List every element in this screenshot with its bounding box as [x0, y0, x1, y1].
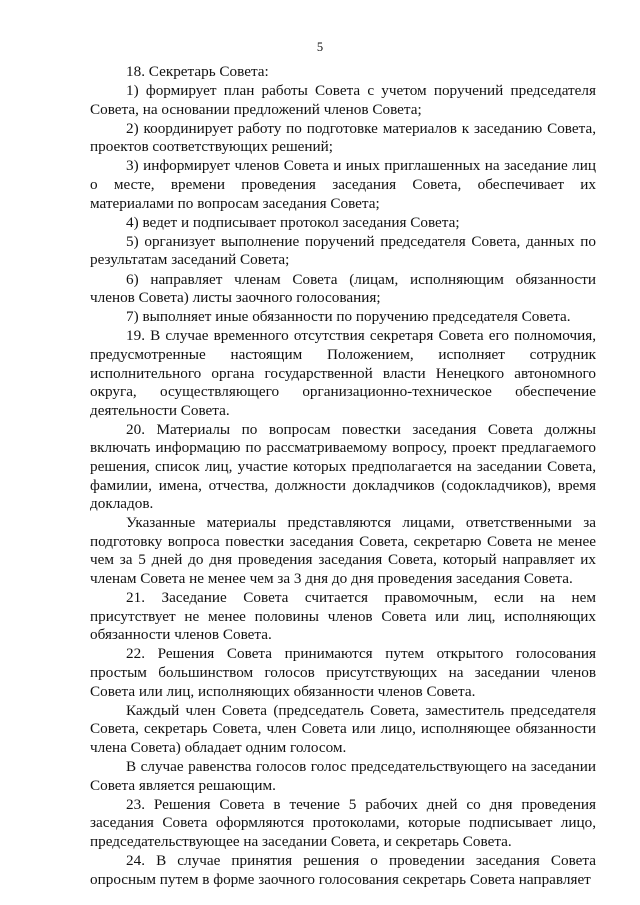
paragraph-18-item-4: 4) ведет и подписывает протокол заседания Совета; [126, 213, 460, 231]
paragraph-22-votes: Каждый член Совета (председатель Совета, заместитель председателя Совета, секретарь Совета, член Совета или лицо, исполняющее обязанности члена Совета) обладает одним голосом. [90, 701, 596, 756]
paragraph-18-item-5: 5) организует выполнение поручений председателя Совета, данных по результатам заседаний Совета; [90, 232, 596, 269]
paragraph-23: 23. Решения Совета в течение 5 рабочих дней со дня проведения заседания Совета оформляются протоколами, которые подписывает лицо, председательствующее на заседании Совета, и секретарь Совета. [90, 795, 596, 850]
paragraph-24: 24. В случае принятия решения о проведении заседания Совета опросным путем в форме заочного голосования секретарь Совета направляет [90, 851, 596, 888]
paragraph-18-item-1: 1) формирует план работы Совета с учетом поручений председателя Совета, на основании предложений членов Совета; [90, 82, 596, 118]
paragraph-21: 21. Заседание Совета считается правомочным, если на нем присутствует не менее половины членов Совета или лиц, исполняющих обязанности членов Совета. [90, 589, 596, 644]
paragraph-22: 22. Решения Совета принимаются путем открытого голосования простым большинством голосов присутствующих на заседании членов Совета или лиц, исполняющих обязанности членов Совета. [90, 645, 596, 700]
paragraph-18-item-7: 7) выполняет иные обязанности по поручению председателя Совета. [126, 308, 571, 326]
paragraph-18-item-6: 6) направляет членам Совета (лицам, исполняющим обязанности членов Совета) листы заочного голосования; [90, 270, 596, 307]
paragraph-20: 20. Материалы по вопросам повестки заседания Совета должны включать информацию по рассматриваемому вопросу, проект предлагаемого решения, список лиц, участие которых предполагается на заседании Совета, фамилии, имена, отчества, должности докладчиков (содокладчиков), время докладов. [90, 420, 596, 513]
paragraph-19: 19. В случае временного отсутствия секретаря Совета его полномочия, предусмотренные настоящим Положением, исполняет сотрудник исполнительного органа государственной власти Ненецкого автономного округа, осуществляющего организационно-техническое обеспечение деятельности Совета. [90, 327, 596, 419]
paragraph-22-tie: В случае равенства голосов голос председательствующего на заседании Совета является решающим. [90, 757, 596, 794]
paragraph-20-materials: Указанные материалы представляются лицами, ответственными за подготовку вопроса повестки заседания Совета, секретарю Совета не менее чем за 5 дней до дня проведения заседания Совета, который направляет их членам Совета не менее чем за 3 дня до дня проведения заседания Совета. [90, 514, 596, 588]
paragraph-18-item-3: 3) информирует членов Совета и иных приглашенных на заседание лиц о месте, времени проведения заседания Совета, обеспечивает их материалами по вопросам заседания Совета; [90, 157, 596, 212]
document-body [90, 63, 596, 889]
paragraph-18-item-2: 2) координирует работу по подготовке материалов к заседанию Совета, проектов соответствующих решений; [90, 119, 596, 156]
page-number: 5 [316, 40, 324, 54]
paragraph-18: 18. Секретарь Совета: [126, 63, 269, 80]
